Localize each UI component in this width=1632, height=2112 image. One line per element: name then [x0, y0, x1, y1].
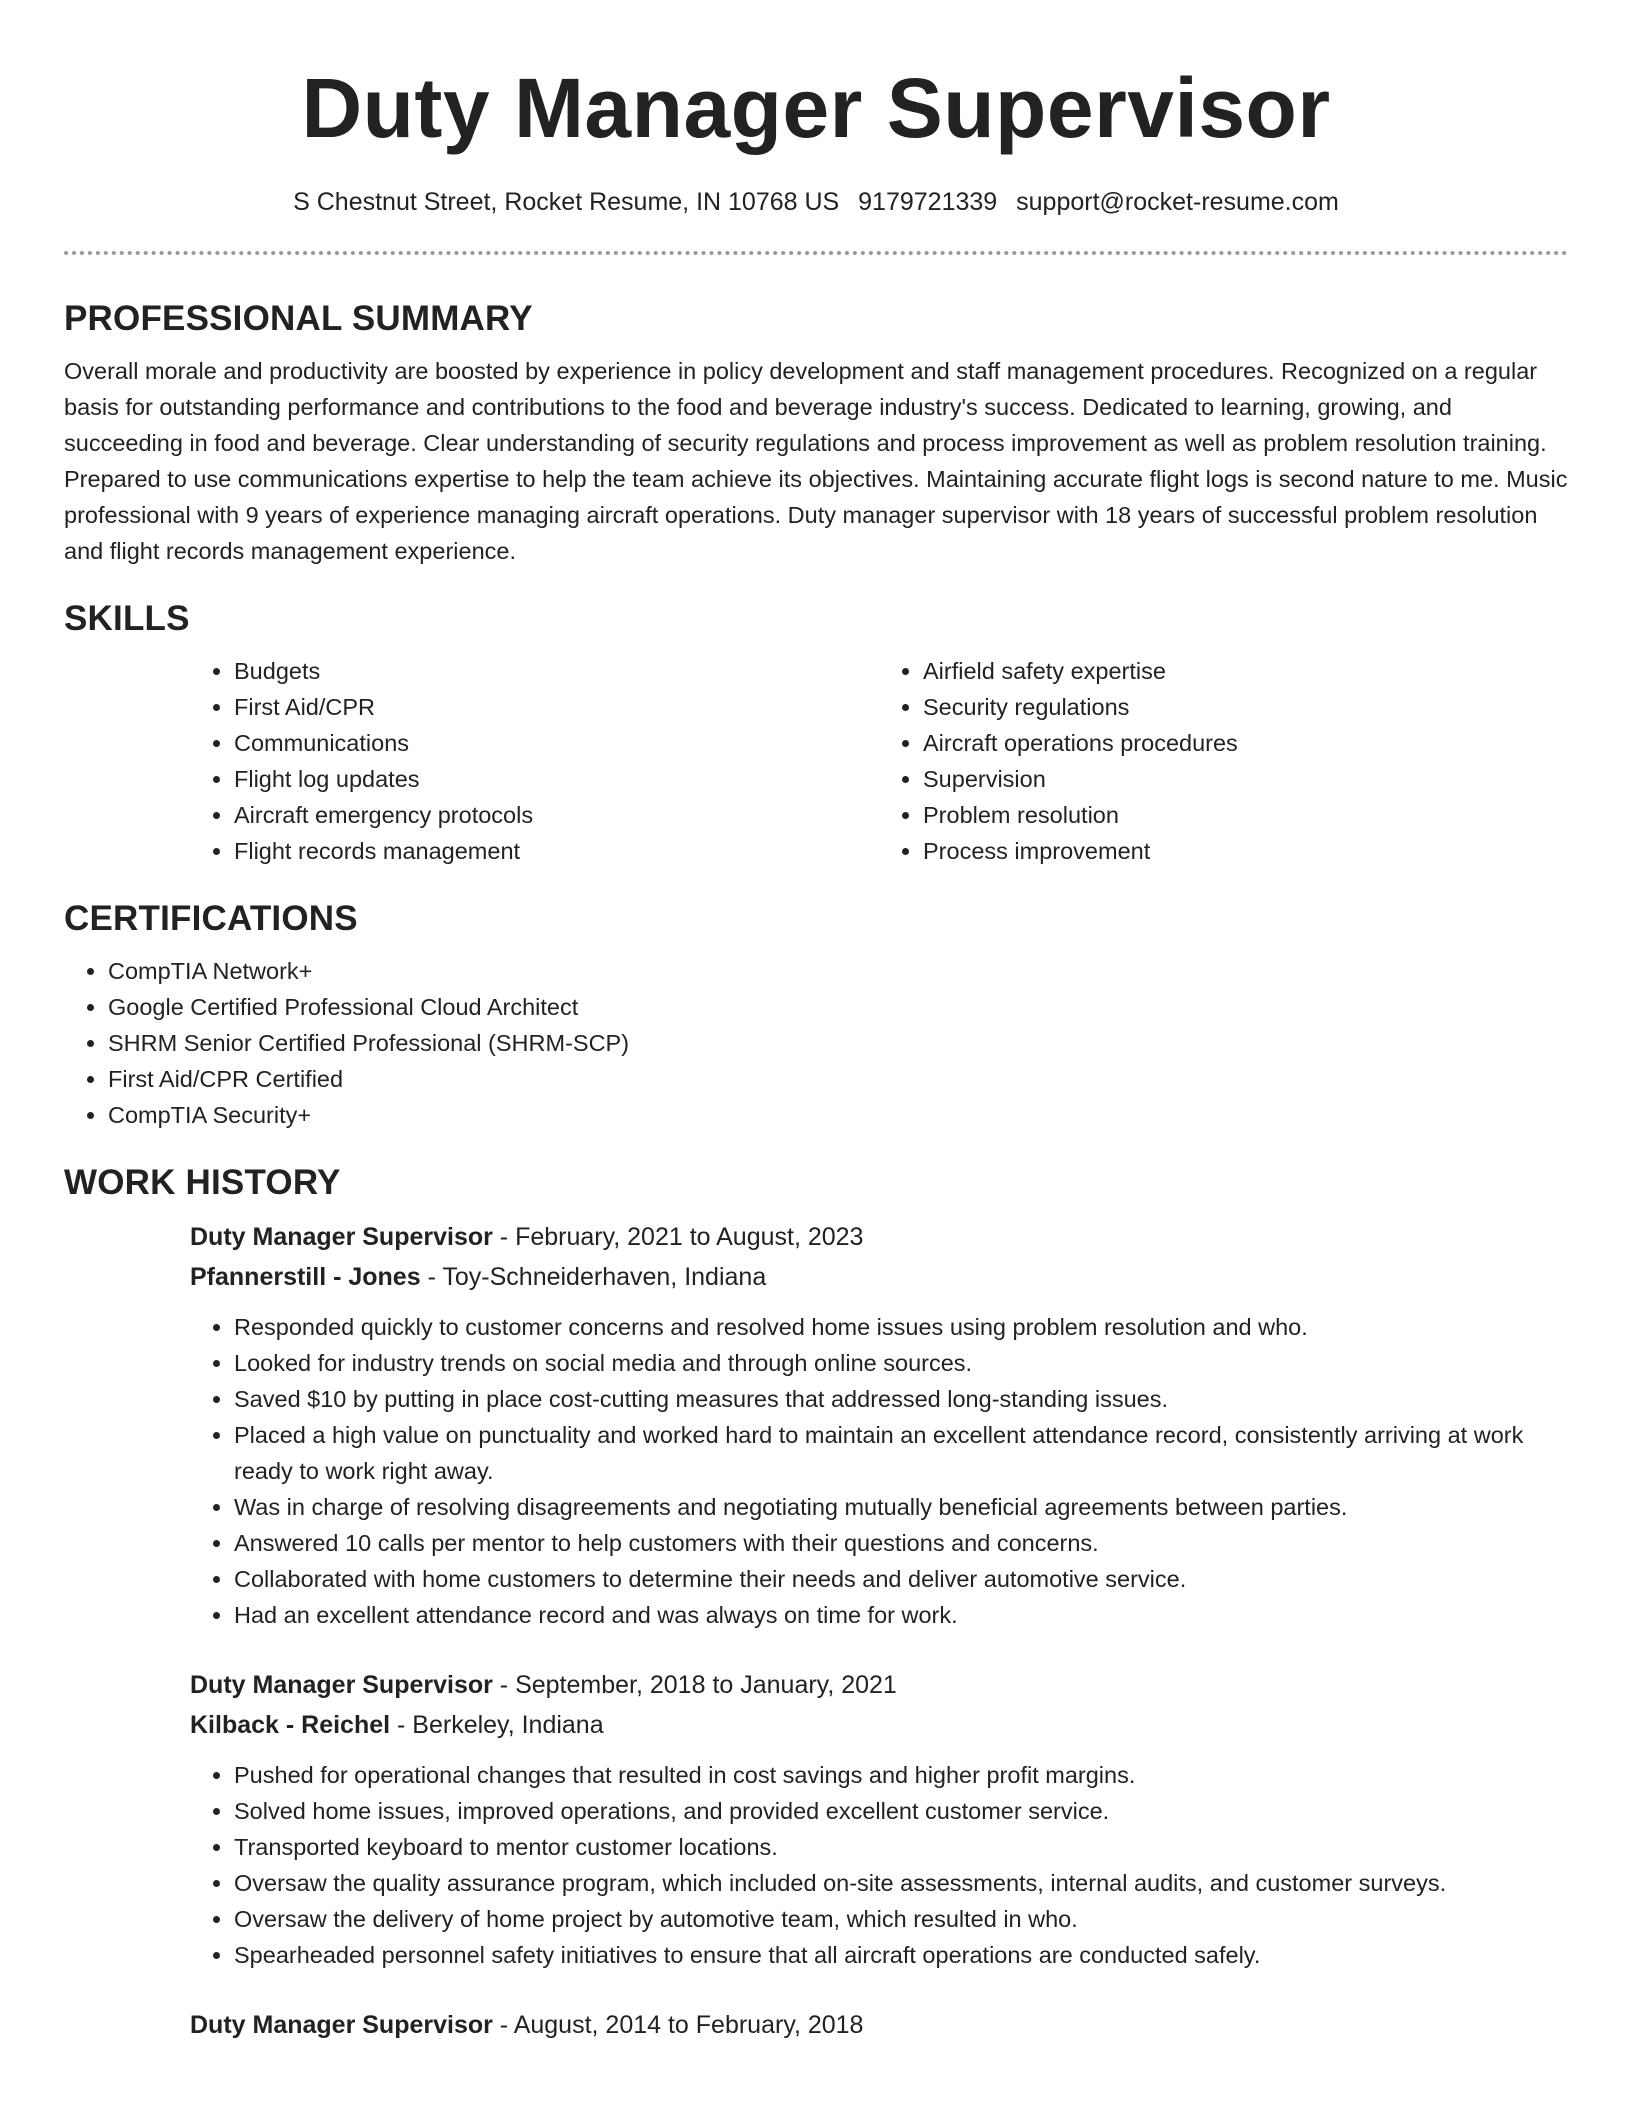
job-title-line	[190, 1217, 1568, 1257]
job-company: Pfannerstill - Jones	[190, 1263, 421, 1291]
job-duties	[190, 1757, 1568, 1973]
skill-item: • First Aid/CPR	[234, 689, 879, 725]
summary-text: Overall morale and productivity are boosted by experience in policy development and staff management procedures. Recognized on a regular basis for outstanding performance and contributions to the food and beverage industry's success. Dedicated to learning, growing, and succeeding in food and beverage. Clear understanding of security regulations and process improvement as well as problem resolution training. Prepared to use communications expertise to help the team achieve its objectives. Maintaining accurate flight logs is second nature to me. Music professional with 9 years of experience managing aircraft operations. Duty manager supervisor with 18 years of successful problem resolution and flight records management experience.	[64, 358, 1568, 564]
skills-list	[190, 653, 1568, 869]
job-company-line	[190, 1705, 1568, 1745]
job-duty: • Oversaw the delivery of home project by automotive team, which resulted in who.	[234, 1901, 1568, 1937]
job-duty: • Spearheaded personnel safety initiatives to ensure that all aircraft operations are conducted safely.	[234, 1937, 1568, 1973]
skill-item: • Problem resolution	[923, 797, 1568, 833]
skills-column-left	[190, 653, 879, 869]
job-company: Kilback - Reichel	[190, 1711, 391, 1739]
summary-heading: PROFESSIONAL SUMMARY	[64, 299, 533, 338]
skill-item: • Airfield safety expertise	[923, 653, 1568, 689]
job-duties	[190, 1309, 1568, 1633]
job-dates: - August, 2014 to February, 2018	[492, 2011, 864, 2039]
job-title-line	[190, 1665, 1568, 1705]
job-location: - Toy-Schneiderhaven, Indiana	[420, 1263, 767, 1291]
contact-line	[64, 188, 1568, 217]
job-duty: • Collaborated with home customers to determine their needs and deliver automotive service.	[234, 1561, 1568, 1597]
certifications-heading: CERTIFICATIONS	[64, 899, 358, 938]
skills-column-right	[879, 653, 1568, 869]
skill-item: • Security regulations	[923, 689, 1568, 725]
contact-address: S Chestnut Street, Rocket Resume, IN 10768 US	[293, 188, 840, 216]
skill-item: • Aircraft emergency protocols	[234, 797, 879, 833]
job-duty: • Answered 10 calls per mentor to help customers with their questions and concerns.	[234, 1525, 1568, 1561]
job-duty: • Was in charge of resolving disagreements and negotiating mutually beneficial agreements between parties.	[234, 1489, 1568, 1525]
certification-item: • SHRM Senior Certified Professional (SHRM-SCP)	[108, 1025, 1568, 1061]
job-title-line	[190, 2005, 1568, 2045]
skill-item: • Flight log updates	[234, 761, 879, 797]
job-duty: • Looked for industry trends on social media and through online sources.	[234, 1345, 1568, 1381]
job-duty: • Placed a high value on punctuality and worked hard to maintain an excellent attendance record, consistently arriving at work ready to work right away.	[234, 1417, 1568, 1489]
contact-email: support@rocket-resume.com	[1016, 188, 1339, 216]
work-history-heading: WORK HISTORY	[64, 1163, 341, 1202]
job-duty: • Transported keyboard to mentor customer locations.	[234, 1829, 1568, 1865]
certification-item: • CompTIA Network+	[108, 953, 1568, 989]
job-entry	[190, 1665, 1568, 1973]
certification-item: • Google Certified Professional Cloud Architect	[108, 989, 1568, 1025]
job-entry	[190, 2005, 1568, 2045]
skill-item: • Process improvement	[923, 833, 1568, 869]
job-duty: • Responded quickly to customer concerns and resolved home issues using problem resolution and who.	[234, 1309, 1568, 1345]
job-dates: - February, 2021 to August, 2023	[492, 1223, 864, 1251]
contact-phone: 9179721339	[858, 188, 998, 216]
job-location: - Berkeley, Indiana	[390, 1711, 604, 1739]
skill-item: • Flight records management	[234, 833, 879, 869]
job-duty: • Pushed for operational changes that resulted in cost savings and higher profit margins.	[234, 1757, 1568, 1793]
resume-page	[64, 0, 1568, 2045]
skills-heading: SKILLS	[64, 599, 190, 638]
job-duty: • Solved home issues, improved operations, and provided excellent customer service.	[234, 1793, 1568, 1829]
certifications-list	[64, 953, 1568, 1133]
job-duty: • Oversaw the quality assurance program, which included on-site assessments, internal audits, and customer surveys.	[234, 1865, 1568, 1901]
job-entry	[190, 1217, 1568, 1633]
job-dates: - September, 2018 to January, 2021	[492, 1671, 897, 1699]
job-duty: • Saved $10 by putting in place cost-cutting measures that addressed long-standing issues.	[234, 1381, 1568, 1417]
job-role: Duty Manager Supervisor	[190, 1223, 493, 1251]
certification-item: • CompTIA Security+	[108, 1097, 1568, 1133]
page-title: Duty Manager Supervisor	[301, 61, 1331, 155]
skill-item: • Aircraft operations procedures	[923, 725, 1568, 761]
header-divider	[64, 251, 1568, 255]
job-duty: • Had an excellent attendance record and was always on time for work.	[234, 1597, 1568, 1633]
job-company-line	[190, 1257, 1568, 1297]
certification-item: • First Aid/CPR Certified	[108, 1061, 1568, 1097]
skill-item: • Supervision	[923, 761, 1568, 797]
job-role: Duty Manager Supervisor	[190, 2011, 493, 2039]
skill-item: • Budgets	[234, 653, 879, 689]
job-role: Duty Manager Supervisor	[190, 1671, 493, 1699]
skill-item: • Communications	[234, 725, 879, 761]
